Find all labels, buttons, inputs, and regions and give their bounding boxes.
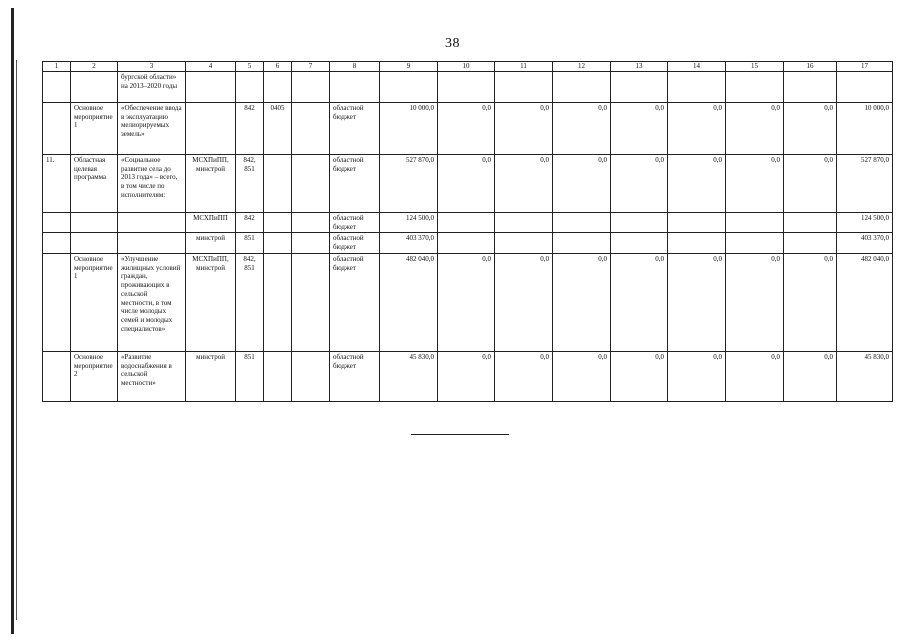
cell-code: 842 [236, 102, 264, 154]
end-separator-line [411, 434, 509, 435]
col-header: 16 [784, 62, 837, 72]
col-header: 14 [668, 62, 726, 72]
cell-total: 124 500,0 [380, 212, 438, 233]
cell-section [264, 71, 292, 102]
cell-col7 [292, 102, 330, 154]
cell-value: 0,0 [668, 351, 726, 401]
cell-value: 0,0 [438, 351, 495, 401]
cell-type [71, 233, 118, 254]
cell-value [495, 233, 553, 254]
cell-executor [186, 71, 236, 102]
cell-executor [186, 102, 236, 154]
col-header: 13 [611, 62, 668, 72]
cell-value [784, 233, 837, 254]
cell-value: 0,0 [438, 154, 495, 212]
cell-value: 0,0 [495, 154, 553, 212]
cell-code: 851 [236, 351, 264, 401]
cell-section [264, 212, 292, 233]
cell-value: 0,0 [438, 102, 495, 154]
col-header: 12 [553, 62, 611, 72]
cell-number [43, 253, 71, 351]
table-row [43, 102, 893, 154]
cell-executor: МСХПиПП, минстрой [186, 253, 236, 351]
cell-code [236, 71, 264, 102]
cell-value: 0,0 [611, 102, 668, 154]
cell-value [438, 71, 495, 102]
cell-number [43, 71, 71, 102]
cell-value [726, 212, 784, 233]
cell-value: 0,0 [726, 253, 784, 351]
cell-value [438, 233, 495, 254]
binding-edge-shadow [16, 60, 17, 620]
cell-value [611, 71, 668, 102]
cell-executor: МСХПиПП [186, 212, 236, 233]
cell-total: 403 370,0 [380, 233, 438, 254]
cell-value: 0,0 [553, 351, 611, 401]
cell-value: 0,0 [495, 253, 553, 351]
column-number-row [43, 62, 893, 72]
col-header: 15 [726, 62, 784, 72]
col-header: 6 [264, 62, 292, 72]
cell-value: 0,0 [611, 154, 668, 212]
cell-value: 0,0 [726, 154, 784, 212]
cell-source: областной бюджет [330, 253, 380, 351]
table-row [43, 154, 893, 212]
cell-value [668, 71, 726, 102]
cell-value [726, 71, 784, 102]
cell-source: областной бюджет [330, 351, 380, 401]
cell-type: Областная целевая программа [71, 154, 118, 212]
cell-type: Основное мероприятие 1 [71, 253, 118, 351]
cell-value [553, 233, 611, 254]
cell-value: 0,0 [668, 102, 726, 154]
cell-code: 842, 851 [236, 154, 264, 212]
cell-value [495, 212, 553, 233]
cell-col7 [292, 154, 330, 212]
col-header: 3 [118, 62, 186, 72]
cell-col7 [292, 212, 330, 233]
col-header: 1 [43, 62, 71, 72]
cell-section [264, 233, 292, 254]
cell-value: 0,0 [668, 154, 726, 212]
table-row [43, 212, 893, 233]
cell-code: 851 [236, 233, 264, 254]
cell-value [668, 233, 726, 254]
cell-value [553, 212, 611, 233]
cell-value: 0,0 [611, 253, 668, 351]
table-row [43, 71, 893, 102]
col-header: 17 [837, 62, 893, 72]
cell-value [784, 71, 837, 102]
cell-value [611, 233, 668, 254]
cell-value [495, 71, 553, 102]
cell-sum: 403 370,0 [837, 233, 893, 254]
cell-value: 0,0 [726, 351, 784, 401]
cell-title [118, 233, 186, 254]
cell-sum [837, 71, 893, 102]
cell-source: областной бюджет [330, 212, 380, 233]
col-header: 10 [438, 62, 495, 72]
cell-type [71, 212, 118, 233]
col-header: 4 [186, 62, 236, 72]
col-header: 11 [495, 62, 553, 72]
cell-title: «Обеспечение ввода в эксплуатацию мелиорируемых земель» [118, 102, 186, 154]
cell-col7 [292, 233, 330, 254]
cell-value [438, 212, 495, 233]
cell-title: «Улучшение жилищных условий граждан, проживающих в сельской местности, в том числе молодых семей и молодых специалистов» [118, 253, 186, 351]
cell-executor: минстрой [186, 351, 236, 401]
cell-total [380, 71, 438, 102]
table-row [43, 351, 893, 401]
cell-value: 0,0 [784, 102, 837, 154]
col-header: 7 [292, 62, 330, 72]
col-header: 2 [71, 62, 118, 72]
cell-number: 11. [43, 154, 71, 212]
cell-sum: 124 500,0 [837, 212, 893, 233]
cell-value [611, 212, 668, 233]
cell-title: «Развитие водоснабжения в сельской местности» [118, 351, 186, 401]
col-header: 9 [380, 62, 438, 72]
cell-value: 0,0 [438, 253, 495, 351]
cell-type [71, 71, 118, 102]
cell-value [726, 233, 784, 254]
cell-value [784, 212, 837, 233]
cell-executor: МСХПиПП, минстрой [186, 154, 236, 212]
cell-total: 482 040,0 [380, 253, 438, 351]
cell-value: 0,0 [495, 351, 553, 401]
table-row [43, 253, 893, 351]
cell-total: 527 870,0 [380, 154, 438, 212]
cell-title: «Социальное развитие села до 2013 года» – всего, в том числе по исполнителям: [118, 154, 186, 212]
cell-number [43, 212, 71, 233]
cell-title [118, 212, 186, 233]
cell-section [264, 351, 292, 401]
cell-total: 10 000,0 [380, 102, 438, 154]
cell-value: 0,0 [553, 253, 611, 351]
cell-number [43, 351, 71, 401]
cell-sum: 527 870,0 [837, 154, 893, 212]
table-row [43, 233, 893, 254]
cell-col7 [292, 71, 330, 102]
cell-sum: 45 830,0 [837, 351, 893, 401]
cell-code: 842, 851 [236, 253, 264, 351]
cell-value [668, 212, 726, 233]
cell-executor: минстрой [186, 233, 236, 254]
cell-value: 0,0 [553, 102, 611, 154]
cell-number [43, 102, 71, 154]
budget-table [42, 61, 893, 402]
cell-col7 [292, 351, 330, 401]
binding-edge-line [11, 8, 14, 634]
cell-value: 0,0 [495, 102, 553, 154]
cell-col7 [292, 253, 330, 351]
cell-value: 0,0 [553, 154, 611, 212]
cell-value: 0,0 [784, 154, 837, 212]
cell-type: Основное мероприятие 2 [71, 351, 118, 401]
cell-section: 0405 [264, 102, 292, 154]
cell-sum: 482 040,0 [837, 253, 893, 351]
col-header: 5 [236, 62, 264, 72]
cell-value: 0,0 [726, 102, 784, 154]
cell-source: областной бюджет [330, 233, 380, 254]
page-number: 38 [445, 36, 460, 51]
cell-number [43, 233, 71, 254]
col-header: 8 [330, 62, 380, 72]
cell-value: 0,0 [784, 351, 837, 401]
cell-source: областной бюджет [330, 154, 380, 212]
cell-value: 0,0 [668, 253, 726, 351]
cell-total: 45 830,0 [380, 351, 438, 401]
cell-code: 842 [236, 212, 264, 233]
cell-value: 0,0 [611, 351, 668, 401]
cell-type: Основное мероприятие 1 [71, 102, 118, 154]
cell-source: областной бюджет [330, 102, 380, 154]
cell-source [330, 71, 380, 102]
cell-title: бургской области» на 2013–2020 годы [118, 71, 186, 102]
cell-sum: 10 000,0 [837, 102, 893, 154]
cell-value: 0,0 [784, 253, 837, 351]
cell-section [264, 154, 292, 212]
cell-section [264, 253, 292, 351]
cell-value [553, 71, 611, 102]
